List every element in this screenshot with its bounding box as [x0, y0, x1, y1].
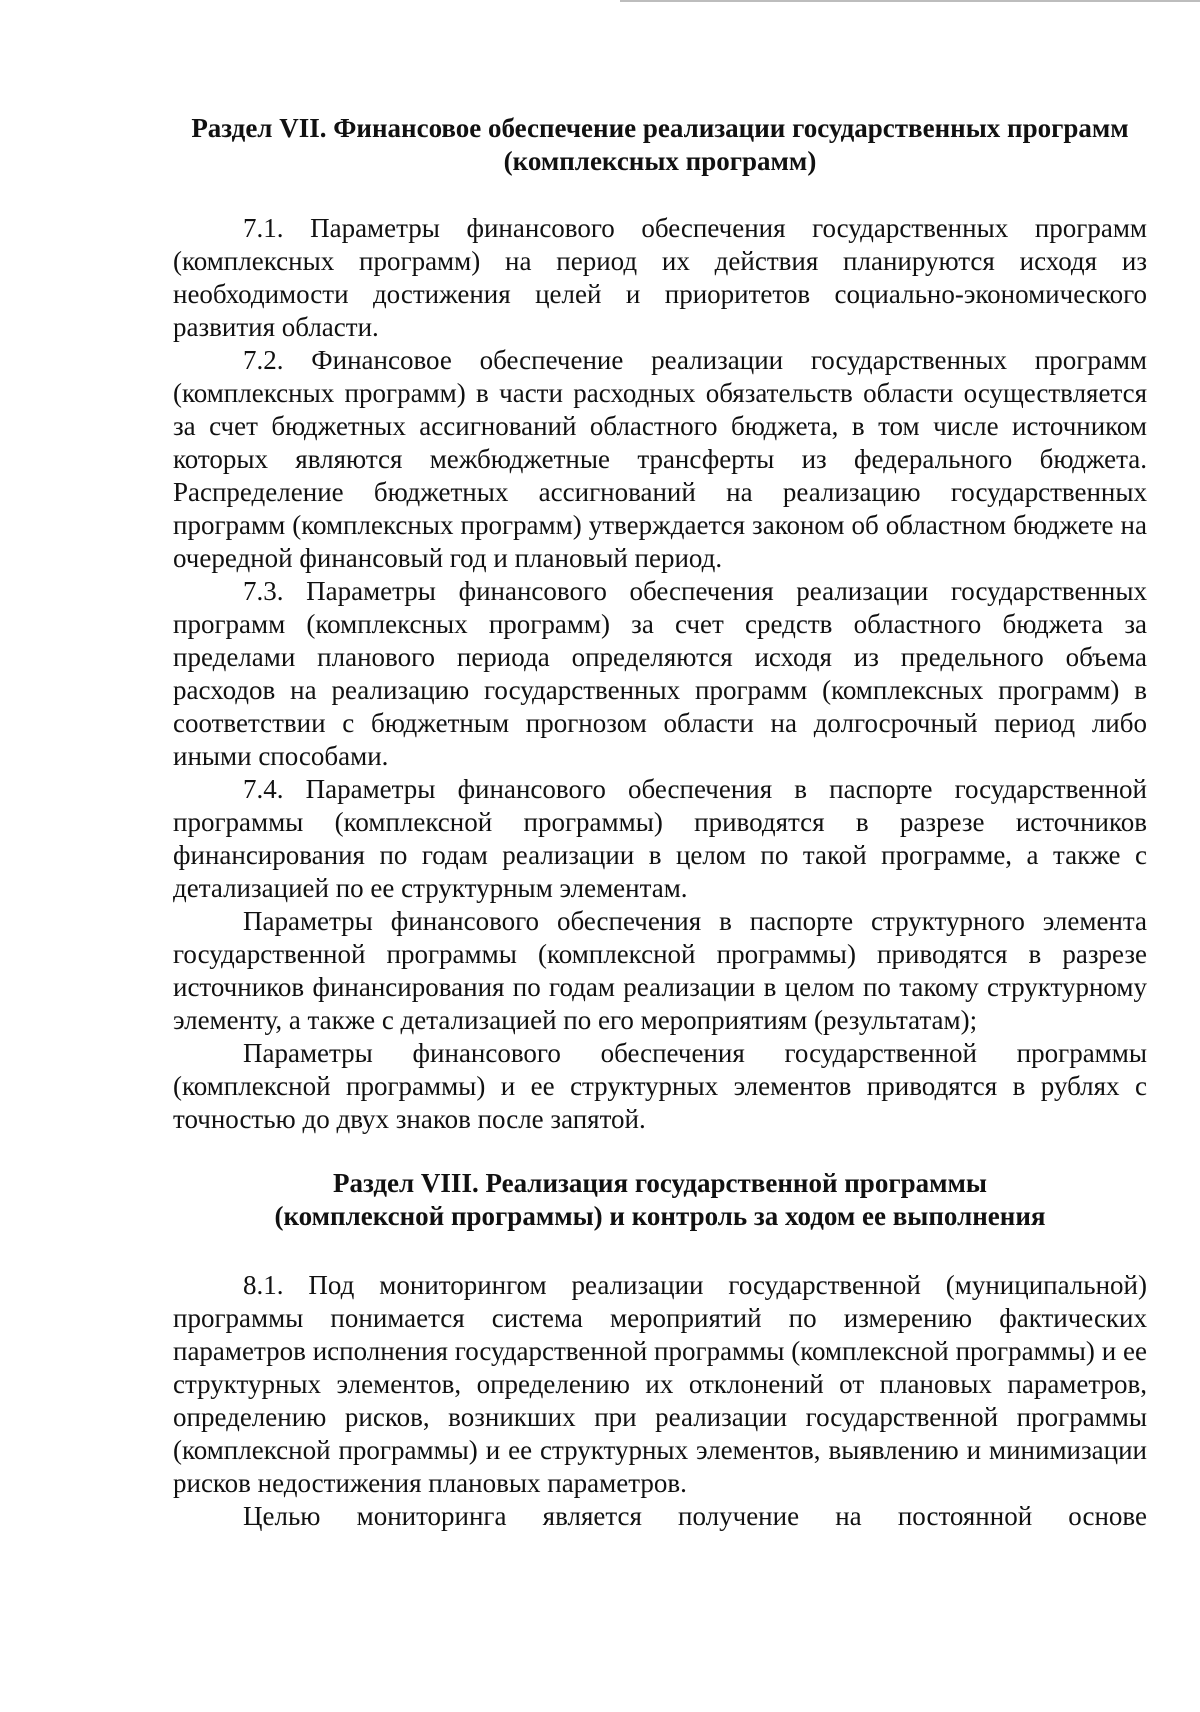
- paragraph-7-4: 7.4. Параметры финансового обеспечения в паспорте государственной программы (комплексной программы) приводятся в разрезе источников финансирования по годам реализации в целом по такой программе, а также с детализацией по ее структурным элементам.: [173, 774, 1147, 903]
- paragraph-7-4-structural: Параметры финансового обеспечения в паспорте структурного элемента государственной программы (комплексной программы) приводятся в разрезе источников финансирования по годам реализации в целом по такому структурному элементу, а также с детализацией по его мероприятиям (результатам);: [173, 906, 1147, 1035]
- paragraph-7-2: 7.2. Финансовое обеспечение реализации государственных программ (комплексных программ) в части расходных обязательств области осуществляется за счет бюджетных ассигнований областного бюджета, в том числе источником которых являются межбюджетные трансферты из федерального бюджета. Распределение бюджетных ассигнований на реализацию государственных программ (комплексных программ) утверждается законом об областном бюджете на очередной финансовый год и плановый период.: [173, 345, 1147, 573]
- paragraph-7-4-rubles: Параметры финансового обеспечения государственной программы (комплексной программы) и ее структурных элементов приводятся в рублях с точностью до двух знаков после запятой.: [173, 1038, 1147, 1134]
- section-7-heading-line-2: (комплексных программ): [503, 146, 817, 176]
- scan-edge-line: [620, 0, 1200, 2]
- section-8-heading-line-2: (комплексной программы) и контроль за ходом ее выполнения: [274, 1201, 1046, 1231]
- paragraph-8-goal: Целью мониторинга является получение на постоянной основе: [243, 1501, 1147, 1531]
- paragraph-7-3: 7.3. Параметры финансового обеспечения реализации государственных программ (комплексных программ) за счет средств областного бюджета за пределами планового периода определяются исходя из предельного объема расходов на реализацию государственных программ (комплексных программ) в соответствии с бюджетным прогнозом области на долгосрочный период либо иными способами.: [173, 576, 1147, 771]
- paragraph-7-1: 7.1. Параметры финансового обеспечения государственных программ (комплексных программ) на период их действия планируются исходя из необходимости достижения целей и приоритетов социально-экономического развития области.: [173, 213, 1147, 342]
- document-body: [173, 112, 1147, 1533]
- section-7-heading: [173, 112, 1147, 178]
- section-8-heading-line-1: Раздел VIII. Реализация государственной программы: [333, 1168, 987, 1198]
- section-7-heading-line-1: Раздел VII. Финансовое обеспечение реализации государственных программ: [191, 113, 1129, 143]
- section-8-heading: [173, 1167, 1147, 1233]
- paragraph-8-1: 8.1. Под мониторингом реализации государственной (муниципальной) программы понимается система мероприятий по измерению фактических параметров исполнения государственной программы (комплексной программы) и ее структурных элементов, определению их отклонений от плановых параметров, определению рисков, возникших при реализации государственной программы (комплексной программы) и ее структурных элементов, выявлению и минимизации рисков недостижения плановых параметров.: [173, 1270, 1147, 1498]
